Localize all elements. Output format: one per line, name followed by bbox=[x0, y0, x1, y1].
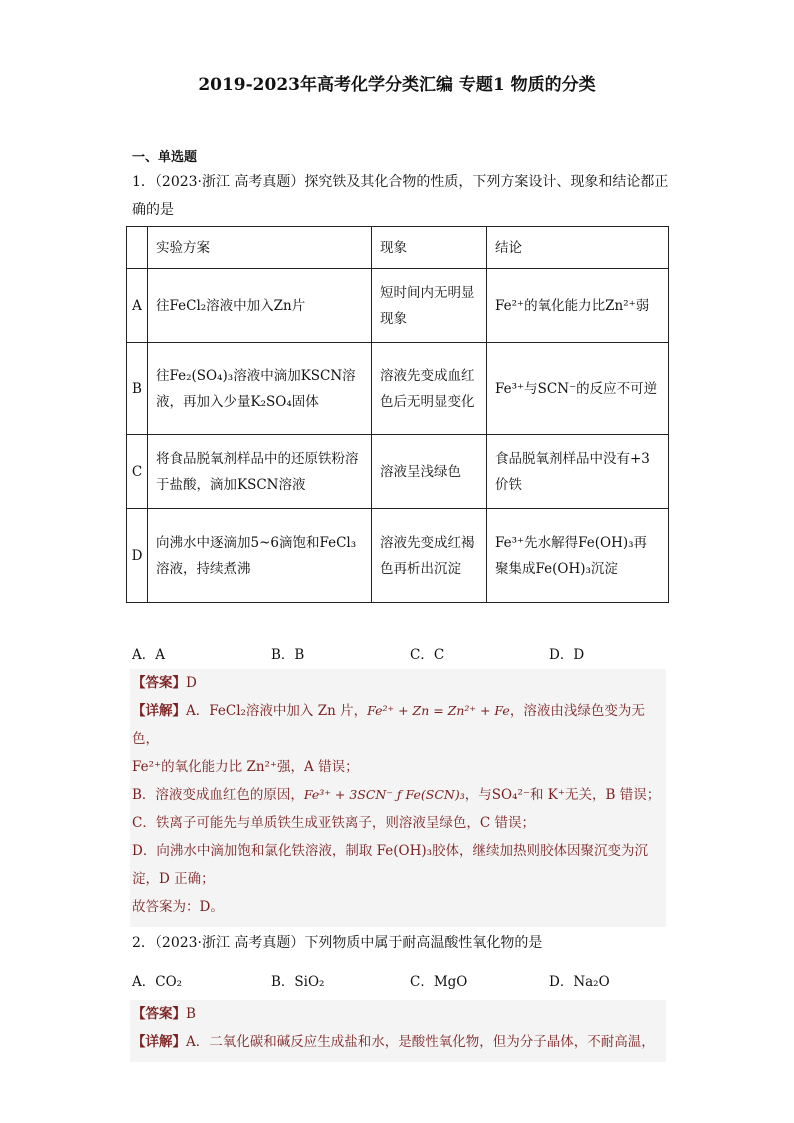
option-a: A．CO₂ bbox=[132, 974, 183, 990]
question-1-line-2: 确的是 bbox=[132, 202, 174, 218]
question-1-answer-block bbox=[130, 669, 666, 927]
detail-b-line bbox=[132, 781, 664, 809]
question-1-options bbox=[132, 643, 692, 663]
detail-tag: 【详解】 bbox=[132, 703, 186, 719]
detail-a-text: A．二氧化碳和碱反应生成盐和水，是酸性氧化物，但为分子晶体，不耐高温， bbox=[186, 1034, 655, 1050]
option-c: C．C bbox=[410, 647, 445, 663]
answer-line bbox=[132, 669, 664, 697]
detail-a-line bbox=[132, 697, 664, 753]
option-d: D．Na₂O bbox=[549, 974, 610, 990]
row-phenomenon: 溶液先变成血红色后无明显变化 bbox=[372, 343, 487, 435]
table-row bbox=[127, 343, 669, 435]
question-2-answer-block bbox=[130, 1000, 666, 1062]
experiment-table bbox=[126, 226, 669, 603]
detail-b-text-2: ，与SO₄²⁻和 K⁺无关，B 错误； bbox=[464, 787, 661, 803]
row-scheme: 向沸水中逐滴加5~6滴饱和FeCl₃溶液，持续煮沸 bbox=[148, 509, 372, 603]
section-heading: 一、单选题 bbox=[132, 150, 198, 165]
row-label: C bbox=[127, 435, 148, 509]
option-b: B．B bbox=[271, 647, 305, 663]
option-c: C．MgO bbox=[410, 974, 468, 990]
row-label: B bbox=[127, 343, 148, 435]
row-conclusion: Fe²⁺的氧化能力比Zn²⁺弱 bbox=[487, 269, 669, 343]
page-title: 2019-2023年高考化学分类汇编 专题1 物质的分类 bbox=[198, 75, 596, 95]
answer-line bbox=[132, 1000, 664, 1028]
answer-value: D bbox=[186, 675, 197, 691]
row-scheme: 将食品脱氧剂样品中的还原铁粉溶于盐酸，滴加KSCN溶液 bbox=[148, 435, 372, 509]
row-conclusion: Fe³⁺先水解得Fe(OH)₃再聚集成Fe(OH)₃沉淀 bbox=[487, 509, 669, 603]
table-header-blank bbox=[127, 227, 148, 269]
conclusion-line: 故答案为：D。 bbox=[132, 899, 224, 915]
question-1-line-1: 1．（2023·浙江 高考真题）探究铁及其化合物的性质，下列方案设计、现象和结论都正 bbox=[132, 174, 669, 190]
row-conclusion: Fe³⁺与SCN⁻的反应不可逆 bbox=[487, 343, 669, 435]
formula-a: Fe²⁺ + Zn = Zn²⁺ + Fe bbox=[367, 703, 510, 718]
answer-tag: 【答案】 bbox=[132, 675, 186, 691]
row-phenomenon: 溶液呈浅绿色 bbox=[372, 435, 487, 509]
table-header-conclusion: 结论 bbox=[487, 227, 669, 269]
detail-d-line: D．向沸水中滴加饱和氯化铁溶液，制取 Fe(OH)₃胶体，继续加热则胶体因聚沉变为沉 bbox=[132, 843, 649, 859]
answer-value: B bbox=[186, 1006, 196, 1022]
table-header-scheme: 实验方案 bbox=[148, 227, 372, 269]
row-label: A bbox=[127, 269, 148, 343]
row-phenomenon: 短时间内无明显现象 bbox=[372, 269, 487, 343]
detail-b-text: B．溶液变成血红色的原因， bbox=[132, 787, 304, 803]
answer-tag: 【答案】 bbox=[132, 1006, 186, 1022]
detail-a-text-2: ，溶液由浅绿色变为无色， bbox=[132, 703, 645, 747]
row-label: D bbox=[127, 509, 148, 603]
formula-b: Fe³⁺ + 3SCN⁻ ƒ Fe(SCN)₃ bbox=[303, 787, 465, 802]
option-b: B．SiO₂ bbox=[271, 974, 325, 990]
row-scheme: 往Fe₂(SO₄)₃溶液中滴加KSCN溶液，再加入少量K₂SO₄固体 bbox=[148, 343, 372, 435]
option-d: D．D bbox=[549, 647, 585, 663]
table-row bbox=[127, 269, 669, 343]
table-header-phenomenon: 现象 bbox=[372, 227, 487, 269]
detail-d-line-2: 淀，D 正确； bbox=[132, 871, 215, 887]
question-2-stem: 2．（2023·浙江 高考真题）下列物质中属于耐高温酸性氧化物的是 bbox=[132, 935, 543, 951]
table-header-row bbox=[127, 227, 669, 269]
detail-c-line: C．铁离子可能先与单质铁生成亚铁离子，则溶液呈绿色，C 错误； bbox=[132, 815, 535, 831]
detail-a-line bbox=[132, 1028, 664, 1056]
detail-tag: 【详解】 bbox=[132, 1034, 186, 1050]
table-row bbox=[127, 435, 669, 509]
table-row bbox=[127, 509, 669, 603]
row-phenomenon: 溶液先变成红褐色再析出沉淀 bbox=[372, 509, 487, 603]
row-scheme: 往FeCl₂溶液中加入Zn片 bbox=[148, 269, 372, 343]
question-1-stem bbox=[132, 168, 672, 224]
question-2-options bbox=[132, 970, 692, 990]
detail-a-text: A．FeCl₂溶液中加入 Zn 片， bbox=[186, 703, 368, 719]
option-a: A．A bbox=[132, 647, 165, 663]
detail-a-line-2: Fe²⁺的氧化能力比 Zn²⁺强，A 错误； bbox=[132, 759, 359, 775]
row-conclusion: 食品脱氧剂样品中没有+3价铁 bbox=[487, 435, 669, 509]
